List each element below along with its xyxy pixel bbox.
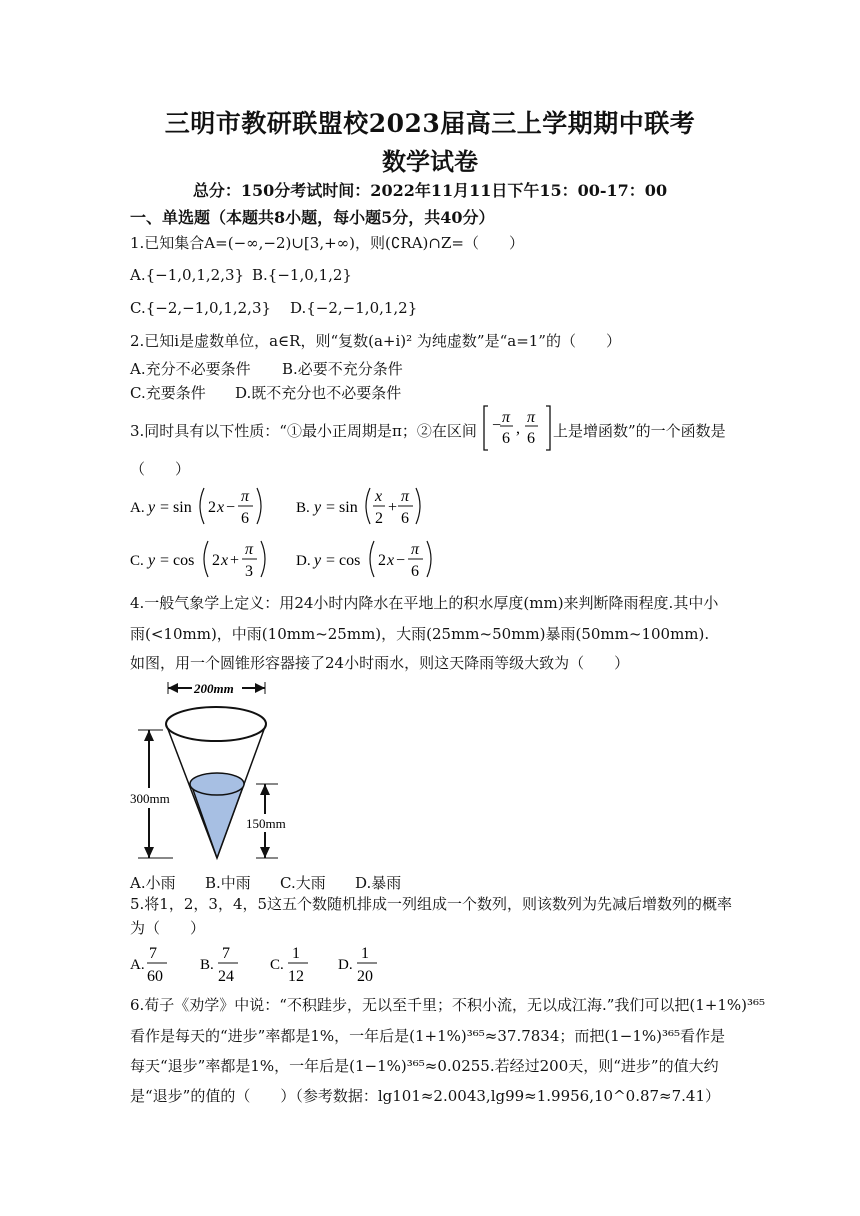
- q1-option-c: C.{−2,−1,0,1,2,3}: [130, 299, 272, 317]
- cone-top-label: 200mm: [194, 681, 234, 696]
- svg-text:A.: A.: [130, 500, 145, 516]
- svg-text:2: 2: [378, 552, 386, 569]
- svg-text:2: 2: [212, 552, 220, 569]
- svg-text:= sin: = sin: [326, 499, 358, 516]
- svg-text:y: y: [148, 552, 156, 569]
- svg-text:π: π: [401, 488, 410, 505]
- q5-option-c: [270, 945, 308, 985]
- q5-option-a: [130, 945, 167, 985]
- svg-text:24: 24: [218, 968, 234, 985]
- svg-text:1: 1: [292, 945, 300, 962]
- q3-option-a: [128, 482, 268, 530]
- svg-text:B.: B.: [200, 957, 214, 973]
- exam-title: 三明市教研联盟校2023届高三上学期期中联考: [164, 109, 696, 138]
- q1-option-d: D.{−2,−1,0,1,2}: [290, 299, 418, 317]
- q1-stem: 1.已知集合A=(−∞,−2)∪[3,+∞)，则(∁RA)∩Z=（ ）: [130, 234, 524, 252]
- svg-text:B.: B.: [296, 500, 310, 516]
- svg-text:= cos: = cos: [326, 552, 361, 569]
- svg-text:1: 1: [361, 945, 369, 962]
- svg-text:= sin: = sin: [160, 499, 192, 516]
- exam-subtitle: 数学试卷: [382, 147, 478, 176]
- svg-text:π: π: [241, 488, 250, 505]
- q6-line3: 每天“退步”率都是1%，一年后是(1−1%)³⁶⁵≈0.0255.若经过200天，则“进步”的值大约: [130, 1057, 719, 1075]
- svg-text:π: π: [527, 409, 536, 426]
- svg-text:x: x: [375, 488, 383, 505]
- q6-line4: 是“退步”的值的（ ）（参考数据：lg101≈2.0043,lg99≈1.9956,10^0.87≈7.41）: [130, 1087, 721, 1105]
- exam-meta: 总分：150分考试时间：2022年11月11日下午15：00-17：00: [192, 181, 668, 200]
- svg-text:6: 6: [502, 430, 510, 447]
- svg-text:x: x: [217, 499, 225, 516]
- q4-option-d: D.暴雨: [355, 874, 402, 892]
- cone-water-label: 150mm: [246, 816, 286, 831]
- cone-figure: [128, 680, 308, 865]
- svg-text:7: 7: [149, 945, 157, 962]
- q3-paren: （ ）: [130, 460, 191, 478]
- svg-text:3: 3: [245, 563, 253, 580]
- q2-option-b: B.必要不充分条件: [282, 360, 403, 378]
- q2-option-a: A.充分不必要条件: [130, 360, 251, 378]
- q3-option-c: [128, 535, 273, 583]
- q3-stem-before: 3.同时具有以下性质：“①最小正周期是π；②在区间: [130, 422, 477, 440]
- svg-text:60: 60: [147, 968, 163, 985]
- q2-option-c: C.充要条件: [130, 384, 206, 402]
- svg-text:6: 6: [411, 563, 419, 580]
- svg-text:−: −: [396, 552, 406, 569]
- q5-line2: 为（ ）: [130, 919, 206, 937]
- cone-height-label: 300mm: [130, 791, 170, 806]
- q4-option-b: B.中雨: [205, 874, 251, 892]
- svg-text:20: 20: [357, 968, 373, 985]
- svg-text:= cos: = cos: [160, 552, 195, 569]
- svg-text:π: π: [411, 541, 420, 558]
- q4-line1: 4.一般气象学上定义：用24小时内降水在平地上的积水厚度(mm)来判断降雨程度.其中小: [130, 594, 719, 612]
- svg-text:7: 7: [222, 945, 230, 962]
- svg-text:6: 6: [241, 510, 249, 527]
- q5-option-d: [338, 945, 377, 985]
- q3-stem-after: 上是增函数”的一个函数是: [553, 422, 726, 440]
- svg-text:C.: C.: [130, 553, 144, 569]
- svg-text:−: −: [226, 499, 236, 516]
- svg-text:,: ,: [516, 420, 520, 437]
- svg-text:x: x: [221, 552, 229, 569]
- q3-interval: [482, 403, 554, 453]
- svg-text:A.: A.: [130, 957, 145, 973]
- svg-text:12: 12: [288, 968, 304, 985]
- svg-text:D.: D.: [338, 957, 353, 973]
- q6-line1: 6.荀子《劝学》中说：“不积跬步，无以至千里；不积小流，无以成江海.”我们可以把(1+1%)³⁶⁵: [130, 996, 766, 1014]
- svg-text:y: y: [314, 552, 322, 569]
- svg-text:y: y: [314, 499, 322, 516]
- q1-option-a: A.{−1,0,1,2,3}: [130, 266, 245, 284]
- svg-text:+: +: [230, 552, 240, 569]
- q5-line1: 5.将1，2，3，4，5这五个数随机排成一列组成一个数列，则该数列为先减后增数列的概率: [130, 895, 733, 913]
- svg-text:−: −: [492, 417, 502, 434]
- svg-text:C.: C.: [270, 957, 284, 973]
- q6-line2: 看作是每天的“进步”率都是1%，一年后是(1+1%)³⁶⁵≈37.7834；而把(1−1%)³⁶⁵看作是: [130, 1027, 726, 1045]
- q1-option-b: B.{−1,0,1,2}: [252, 266, 352, 284]
- section-heading: 一、单选题（本题共8小题，每小题5分，共40分）: [130, 208, 495, 227]
- svg-text:π: π: [245, 541, 254, 558]
- q4-line2: 雨(<10mm)，中雨(10mm~25mm)，大雨(25mm~50mm)暴雨(50mm~100mm).: [130, 625, 710, 643]
- svg-text:6: 6: [401, 510, 409, 527]
- svg-text:6: 6: [527, 430, 535, 447]
- q3-option-b: [294, 482, 424, 530]
- q4-option-c: C.大雨: [280, 874, 326, 892]
- q2-stem: 2.已知i是虚数单位，a∈R，则“复数(a+i)² 为纯虚数”是“a=1”的（ ）: [130, 332, 621, 350]
- q2-option-d: D.既不充分也不必要条件: [235, 384, 402, 402]
- svg-text:π: π: [502, 409, 511, 426]
- q3-option-d: [294, 535, 439, 583]
- q4-line3: 如图，用一个圆锥形容器接了24小时雨水，则这天降雨等级大致为（ ）: [130, 654, 630, 672]
- svg-text:y: y: [148, 499, 156, 516]
- q5-options: [128, 940, 388, 986]
- svg-text:x: x: [387, 552, 395, 569]
- svg-text:D.: D.: [296, 553, 311, 569]
- q5-option-b: [200, 945, 238, 985]
- q4-option-a: A.小雨: [130, 874, 176, 892]
- svg-text:2: 2: [375, 510, 383, 527]
- svg-text:2: 2: [208, 499, 216, 516]
- svg-text:+: +: [388, 499, 398, 516]
